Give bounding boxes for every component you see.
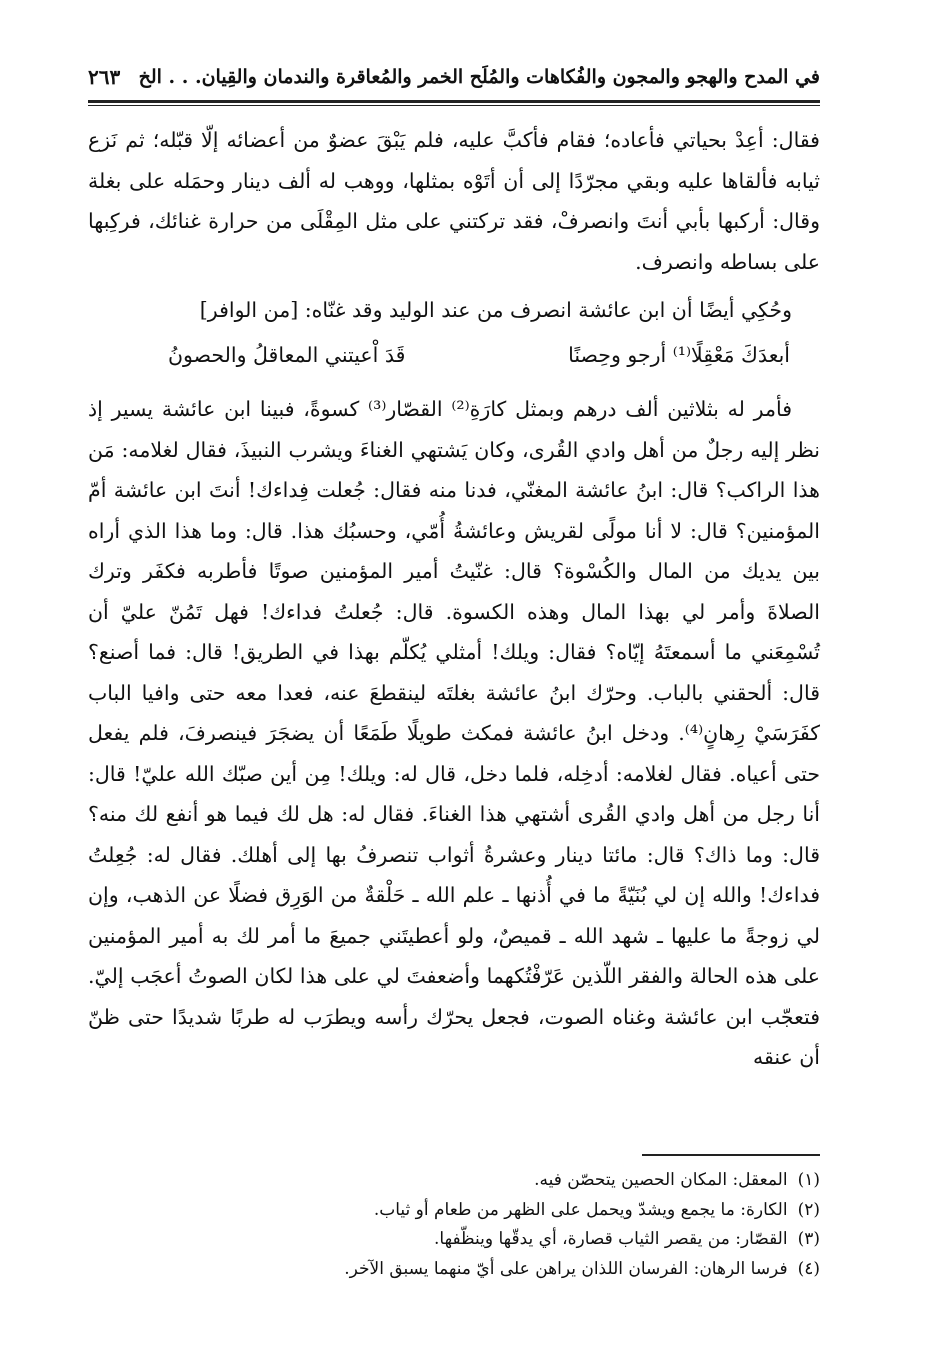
footnote-text: القصّار: من يقصر الثياب قصارة، أي يدقّها وينظّفها. [434,1229,788,1249]
running-header [88,60,820,94]
footnote-text: المعقل: المكان الحصين يتحصّن فيه. [534,1170,788,1190]
footnote-text: الكارة: ما يجمع ويشدّ ويحمل على الظهر من طعام أو ثياب. [373,1199,788,1220]
verse-first-hemistich: أبعدَكَ مَعْقِلًا⁽¹⁾ أرجو وحِصنًا [568,342,790,367]
footnote-4 [88,1255,820,1285]
poem-verse [88,335,820,376]
footnote-number: (١) [797,1170,820,1190]
footnote-number: (٣) [797,1229,820,1249]
footnote-rule [642,1154,820,1156]
paragraph-2: فأمر له بثلاثين ألف درهم وبمثل كارَةِ⁽²⁾ القصّار⁽³⁾ كسوةً، فبينا ابن عائشة يسير إذ نظر إليه رجلٌ من أهل وادي القُرى، وكان يَشتهي الغناءَ ويشرب النبيذَ، فقال لغلامه: مَن هذا الراكب؟ قال: ابنُ عائشة المغنّي، فدنا منه فقال: جُعلت فِداءك! أنتَ ابن عائشة أمّ المؤمنين؟ قال: لا أنا مولًى لقريش وعائشةُ أُمّي، وحسبُك هذا. قال: وما هذا الذي أراه بين يديك من المال والكُسْوة؟ قال: غنّيتُ أمير المؤمنين صوتًا فأطربه فكفَر وترك الصلاةَ وأمر لي بهذا المال وهذه الكسوة. قال: جُعلتُ فداءك! فهل تَمُنّ عليّ أن تُسْمِعَني ما أسمعتَهُ إيّاه؟ فقال: ويلك! أمثلي يُكلّم بهذا في الطريق! قال: فما أصنع؟ قال: ألحقني بالباب. وحرّك ابنُ عائشة بغلتَه لينقطعَ عنه، فعدا معه حتى وافيا الباب كفَرَسَيْ رِهانٍ⁽⁴⁾. ودخل ابنُ عائشة فمكث طويلًا طَمَعًا أن يضجَرَ فينصرفَ، فلم يفعل حتى أعياه. فقال لغلامه: أدخِله، فلما دخل، قال له: ويلك! مِن أين صبّك الله عليّ! قال: أنا رجل من أهل وادي القُرى أشتهي هذا الغناءَ. فقال له: هل لك فيما هو أنفع لك منه؟ قال: وما ذاك؟ قال: مائتا دينار وعشرةُ أثواب تنصرفُ بها إلى أهلك. فقال له: جُعِلتُ فداءك! والله إن لي بُنَيّةً ما في أُذنها ـ علم الله ـ حَلْقةٌ من الوَرِق فضلًا عن الذهب، وإن لي زوجةً ما عليها ـ شهد الله ـ قميصٌ، ولو أعطيتَني جميعَ ما أمر لك به أمير المؤمنين على هذه الحالة والفقر اللّذين عَرّفْتُكهما وأضعفتَ لي على هذا لكان الصوتُ أعجَب إليّ. فتعجّب ابن عائشة وغناه الصوت، فجعل يحرّك رأسه ويطرَب له طربًا شديدًا حتى ظنّ أن عنقه [88,397,820,1069]
footnote-1 [88,1166,820,1196]
header-rule [88,100,820,103]
page-number: ٢٦٣ [88,65,121,89]
footnote-text: فرسا الرهان: الفرسان اللذان يراهن على أيّ منهما يسبق الآخر. [344,1258,788,1279]
verse-second-hemistich: قَدَ اْعيتني المعاقلُ والحصونُ [168,342,406,367]
paragraph-1: فقال: أعِدْ بحياتي فأعاده؛ فقام فأكبَّ عليه، فلم يَبْقَ عضوٌ من أعضائه إلّا قبّله؛ ثم نَزع ثيابه فألقاها عليه وبقي مجرّدًا إلى أن أتَوْه بمثلها، ووهب له ألف دينار وحمَله على بغلة وقال: أركبها بأبي أنتَ وانصرفْ، فقد تركتني على مثل المِقْلَى من حرارة غنائك، فركِبها على بساطه وانصرف. [88,128,820,274]
footnote-number: (٢) [797,1199,820,1220]
footnote-3 [88,1225,820,1255]
footnote-number: (٤) [797,1258,820,1279]
main-text [88,120,820,1078]
footnote-2 [88,1196,820,1226]
poem-intro: وحُكِي أيضًا أن ابن عائشة انصرف من عند الوليد وقد غنّاه: [من الوافر] [199,298,792,322]
header-title: في المدح والهجو والمجون والفُكاهات والمُلَح الخمر والمُعاقرة والندمان والقِيان. . . الخ [138,66,820,88]
header-rule-thin [88,105,820,106]
footnotes [88,1166,820,1284]
